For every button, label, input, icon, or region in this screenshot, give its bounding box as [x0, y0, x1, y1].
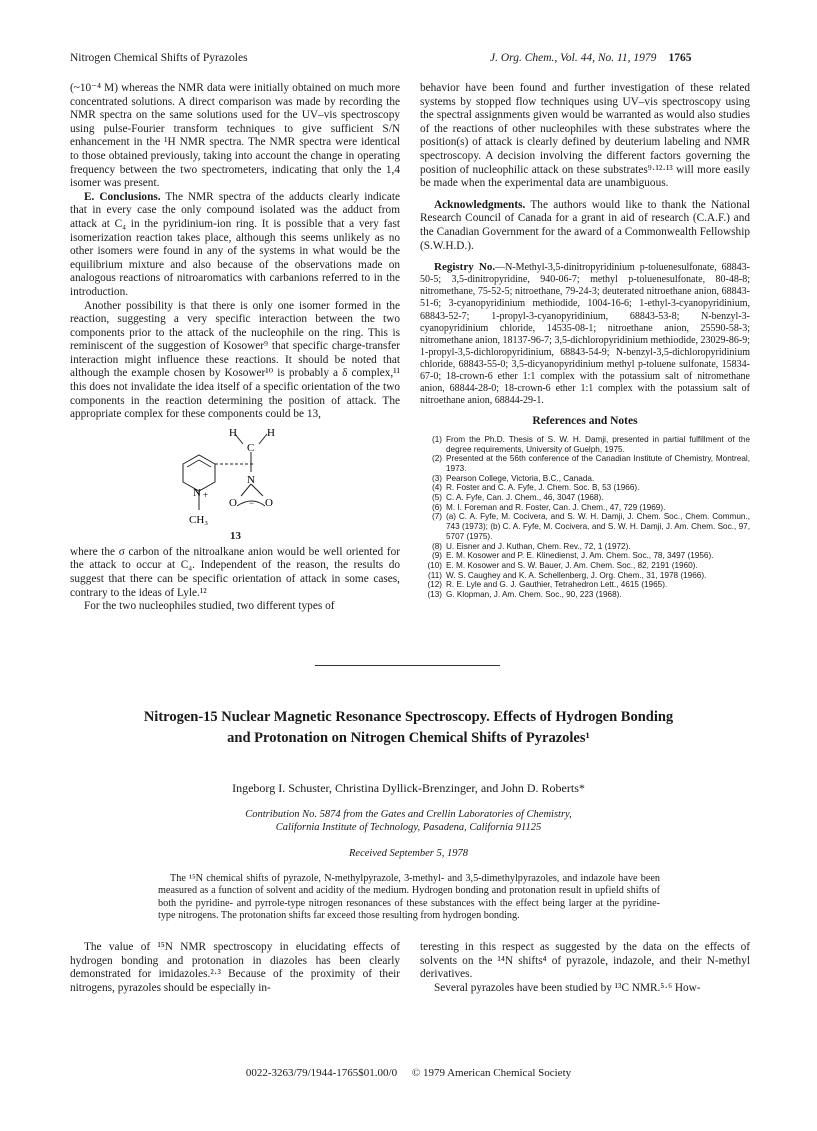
label-o1: O	[229, 496, 237, 509]
compound-number: 13	[230, 529, 241, 542]
reference-text: Presented at the 56th conference of the Canadian Institute of Chemistry, Montreal, 1973.	[446, 454, 750, 473]
label-o2: O	[265, 496, 273, 509]
reference-item	[420, 580, 750, 590]
reference-text: R. E. Lyle and G. J. Gauthier, Tetrahedron Lett., 4615 (1965).	[446, 580, 668, 590]
registry-text: —N-Methyl-3,5-dinitropyridinium p-toluenesulfonate, 68843-50-5; 3,5-dinitropyridine, 940-06-7; methyl p-toluenesulfonate, 80-48-8; nitromethane, 75-52-5; nitroethane, 79-24-3; deuterated nitroethane anion, 68843-51-6; 3-cyanopyridinium methiodide, 1004-16-6; 1-ethyl-3-cyanopyridinium, 68843-52-7; 1-propyl-3-cyanopyridinium, 68843-53-8; N-benzyl-3-cyanopyridinium chloride, 14535-08-1; nitroethane anion, 25590-58-3; nitromethane anion, 18137-96-7; 3,5-dichloropyridinium methiodide, 23029-86-9; 1-propyl-3,5-dichloropyridinium, 68843-54-9; N-benzyl-3,5-dichloropyridinium chloride, 68843-55-0; 3,5-dicyanopyridinium methyl p-toluene sulfonate, 15834-67-0; 18-crown-6 ether 1:1 complex with the potassium salt of nitromethane anion, 68844-28-0; 18-crown-6 ether 1:1 complex with the potassium salt of nitroethane anion, 68844-29-1.	[420, 262, 750, 407]
copyright: © 1979 American Chemical Society	[411, 1067, 572, 1079]
references-heading: References and Notes	[532, 415, 638, 428]
article-title: Nitrogen-15 Nuclear Magnetic Resonance Spectroscopy. Effects of Hydrogen Bonding and Protonation on Nitrogen Chemical Shifts of Pyrazoles¹	[143, 709, 674, 746]
article-separator	[315, 665, 500, 666]
reference-item	[420, 561, 750, 571]
conclusions-paragraph	[70, 191, 400, 300]
paragraph: Another possibility is that there is only one isomer formed in the reaction, suggesting a very specific interaction between the two components prior to the attack of the nucleophile on the ring. This is reminiscent of the suggestion of Kosower⁹ that specific charge-transfer interaction might influence these reactions. It should be noted that although the example chosen by Kosower¹⁰ is probably a δ complex,¹¹ this does not invalidate the idea itself of a specific orientation of the two components in the reaction determining the position of attack. The appropriate complex for these components could be 13,	[70, 299, 400, 421]
reference-item	[420, 551, 750, 561]
label-minus: −	[249, 497, 255, 508]
reference-item	[420, 590, 750, 600]
label-nitro-n: N	[247, 473, 255, 486]
section-heading: E. Conclusions.	[84, 190, 161, 203]
running-header-journal	[490, 52, 691, 64]
article-authors: Ingeborg I. Schuster, Christina Dyllick-Brenzinger, and John D. Roberts*	[232, 781, 585, 795]
previous-article-right-column	[420, 82, 750, 600]
reference-text: Pearson College, Victoria, B.C., Canada.	[446, 473, 595, 483]
article-body-right-column	[420, 941, 750, 995]
ack-text: The authors would like to thank the National Research Council of Canada for a grant in aid of research (C.A.F.) and the Canadian Government for the award of a Commonwealth Fellowship (S.W.H.D.).	[420, 198, 750, 252]
paragraph: (~10⁻⁴ M) whereas the NMR data were initially obtained on much more concentrated solutions. A direct comparison was made by recording the NMR spectra on the same solutions used for the UV–vis spectroscopy using pulse-Fourier transform techniques to give sufficient S/N enhancement in the ¹H NMR spectra. The NMR spectra were identical to those obtained previously, taking into account the change in operating frequency between the two spectrometers, indicating that only the 1,4 isomer was present.	[70, 82, 400, 190]
reference-number: (6)	[431, 502, 442, 512]
reference-item	[420, 474, 750, 484]
structure-drawing	[165, 426, 305, 530]
reference-item	[420, 512, 750, 541]
references-list	[420, 435, 750, 600]
label-h2: H	[267, 426, 275, 439]
page-footer	[70, 1067, 747, 1079]
registry-heading: Registry No.	[434, 261, 496, 274]
reference-number: (8)	[431, 541, 442, 551]
article-body-left-column	[70, 941, 400, 995]
reference-number: (2)	[431, 454, 442, 464]
paragraph: teresting in this respect as suggested by the data on the effects of solvents on the ¹⁴N shifts⁴ of pyrazole, indazole, and their N-methyl derivatives.	[420, 941, 750, 981]
contribution-line-2: California Institute of Technology, Pasadena, California 91125	[275, 822, 542, 833]
ack-heading: Acknowledgments.	[434, 198, 526, 211]
reference-number: (9)	[431, 551, 442, 561]
journal-citation: J. Org. Chem., Vol. 44, No. 11, 1979	[490, 52, 657, 64]
previous-article-left-column	[70, 82, 400, 614]
reference-item	[420, 503, 750, 513]
label-ring-n: N	[193, 486, 201, 499]
reference-number: (13)	[427, 590, 442, 600]
reference-text: E. M. Kosower and S. W. Bauer, J. Am. Chem. Soc., 82, 2191 (1960).	[446, 560, 698, 570]
reference-text: R. Foster and C. A. Fyfe, J. Chem. Soc. B, 53 (1966).	[446, 483, 640, 493]
label-c: C	[247, 441, 255, 454]
reference-number: (7)	[431, 512, 442, 522]
reference-number: (12)	[427, 580, 442, 590]
reference-text: E. M. Kosower and P. E. Klinedienst, J. Am. Chem. Soc., 78, 3497 (1956).	[446, 551, 714, 561]
article-code: 0022-3263/79/1944-1765$01.00/0	[245, 1067, 398, 1079]
page-number: 1765	[668, 52, 692, 64]
reference-text: M. I. Foreman and R. Foster, Can. J. Chem., 47, 729 (1969).	[446, 502, 666, 512]
paragraph: Several pyrazoles have been studied by ¹³C NMR.⁵·⁶ How-	[434, 981, 701, 994]
paragraph: where the σ carbon of the nitroalkane anion would be well oriented for the attack to occur at C₄. Independent of the reason, the results do suggest that there can be specific orientation of attack in some cases, contrary to the ideas of Lyle.¹²	[70, 545, 400, 599]
reference-number: (1)	[431, 434, 442, 444]
reference-text: U. Eisner and J. Kuthan, Chem. Rev., 72, 1 (1972).	[446, 541, 631, 551]
abstract	[158, 873, 660, 922]
reference-text: (a) C. A. Fyfe, M. Cocivera, and S. W. H. Damji, J. Chem. Soc., Chem. Commun., 743 (1973); (b) C. A. Fyfe, M. Cocivera, and S. W. H. Damji, J. Am. Chem. Soc., 97, 5707 (1975).	[446, 512, 750, 541]
reference-item	[420, 483, 750, 493]
reference-item	[420, 454, 750, 473]
reference-text: C. A. Fyfe, Can. J. Chem., 46, 3047 (1968).	[446, 493, 604, 503]
received-date: Received September 5, 1978	[349, 848, 468, 859]
reference-text: From the Ph.D. Thesis of S. W. H. Damji, presented in partial fulfillment of the degree requirements, University of Guelph, 1975.	[446, 434, 750, 454]
reference-text: G. Klopman, J. Am. Chem. Soc., 90, 223 (1968).	[446, 590, 622, 600]
chemical-structure-13	[70, 426, 400, 544]
paragraph-text: The NMR spectra of the adducts clearly indicate that in every case the only compound isolated was the adduct from attack at C₄ in the pyridinium-ion ring. It is possible that a very fast isomerization reaction takes place, although this seems unlikely as no other isomers were found in any of the systems in what would be the equilibrium mixture and also because of the observations made on analogous reactions of nitroaromatics with carbanions referred to in the introduction.	[70, 190, 400, 298]
paragraph: The value of ¹⁵N NMR spectroscopy in elucidating effects of hydrogen bonding and protonation in diazoles has been clearly demonstrated for imidazoles.²·³ Because of the proximity of their nitrogens, pyrazoles should be especially in-	[70, 941, 400, 994]
label-plus: +	[203, 489, 209, 500]
registry-numbers	[420, 261, 750, 407]
running-header-title: Nitrogen Chemical Shifts of Pyrazoles	[70, 52, 248, 64]
contribution-line-1: Contribution No. 5874 from the Gates and Crellin Laboratories of Chemistry,	[245, 809, 572, 820]
contribution-affiliation	[70, 808, 747, 834]
paragraph: behavior have been found and further investigation of these related systems by stopped flow techniques using UV–vis spectroscopy using the spectral assignments given would be warranted as would also studies of the reactions of other nucleophiles with these substrates where the position(s) of attack is clearly defined by deuterium labeling and NMR spectroscopy. A decision involving the different factors governing the position of nucleophilic attack on these substrates⁹·¹²·¹³ will more easily be made when the experimental data are unambiguous.	[420, 82, 750, 190]
reference-item	[420, 571, 750, 581]
reference-number: (4)	[431, 483, 442, 493]
label-ch3: CH₃	[189, 513, 209, 526]
reference-number: (10)	[427, 560, 442, 570]
reference-number: (3)	[431, 473, 442, 483]
reference-item	[420, 435, 750, 454]
reference-number: (11)	[428, 570, 442, 580]
abstract-text: The ¹⁵N chemical shifts of pyrazole, N-methylpyrazole, 3-methyl- and 3,5-dimethylpyrazoles, and indazole have been measured as a function of solvent and acidity of the medium. Hydrogen bonding and protonation result in upfield shifts of both the pyridine- and pyrrole-type nitrogen resonances of these substances with the effect being larger at the pyridine-type nitrogens. The protonation shifts far exceed those resulting from hydrogen bonding.	[158, 873, 660, 921]
reference-item	[420, 493, 750, 503]
reference-item	[420, 542, 750, 552]
label-h1: H	[229, 426, 237, 439]
reference-number: (5)	[431, 493, 442, 503]
acknowledgments	[420, 199, 750, 253]
paragraph: For the two nucleophiles studied, two different types of	[84, 600, 335, 613]
reference-text: W. S. Caughey and K. A. Schellenberg, J. Org. Chem., 31, 1978 (1966).	[446, 570, 707, 580]
